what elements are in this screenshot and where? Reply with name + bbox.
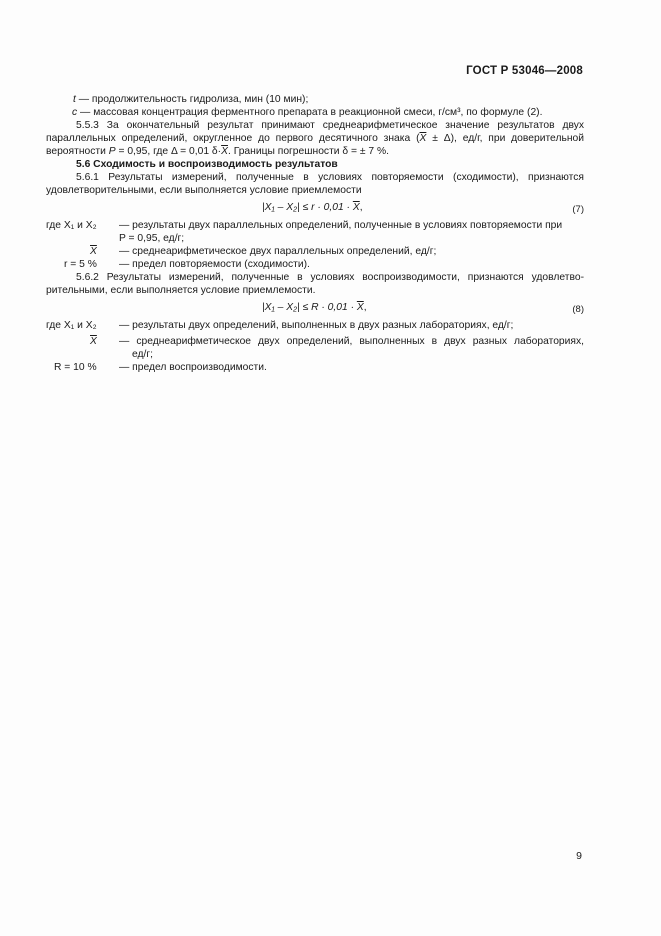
definition-x1-x2 — [46, 219, 584, 232]
p-symbol: P — [108, 146, 116, 157]
desc-R: — предел воспроизводимости. — [119, 362, 267, 373]
definition-c — [46, 106, 584, 119]
formula-8-mean: $\overline{X}$ — [356, 302, 364, 313]
formula-8-lhs: |X₁ – X₂| ≤ R · 0,01 · — [262, 302, 357, 313]
definition-r — [46, 258, 584, 271]
paragraph-5-6-1-line1: 5.6.1 Результаты измерений, полученные в условиях повторяемости (сходимости), признаются — [76, 172, 584, 183]
formula-7-expression — [262, 201, 363, 214]
definition-mean — [46, 245, 584, 258]
paragraph-5-5-3-line1: 5.5.3 За окончательный результат принимают среднеарифметическое значение результатов двух — [76, 120, 584, 131]
term-mean: $\overline{X}$ — [90, 246, 97, 257]
formula-8-number: (8) — [572, 304, 584, 315]
paragraph-5-6-2-line1: 5.6.2 Результаты измерений, полученные в условиях воспроизводимости, признаются удовлетво- — [76, 272, 584, 283]
definition-mean-b — [46, 335, 584, 348]
formula-7 — [46, 200, 584, 216]
definition-x1-x2-cont — [46, 232, 584, 245]
desc-x1-x2: — результаты двух параллельных определений, полученные в условиях повторяемости при — [119, 220, 563, 231]
p553-c3: . Границы погрешности δ = ± 7 %. — [227, 146, 389, 157]
definition-R — [46, 361, 584, 374]
desc-x1-x2-cont: P = 0,95, ед/г; — [119, 233, 185, 244]
term-x1-x2-b: где X₁ и X₂ — [46, 320, 97, 331]
desc-mean-b: — среднеарифметическое двух определений, выполненных в двух разных лабораториях, — [119, 336, 584, 347]
variable-t: t — [73, 94, 76, 105]
term-R: R = 10 % — [54, 362, 97, 373]
p553-b2: ± Δ), ед/г, при доверительной — [426, 133, 584, 144]
definition-t — [46, 93, 584, 106]
paragraph-5-6-2-line2: рительными, если выполняется условие приемлемости. — [46, 285, 316, 296]
mean-x-symbol-2: $\overline{X}$ — [221, 146, 228, 157]
paragraph-5-5-3-line2 — [46, 132, 584, 145]
mean-x-symbol: $\overline{X}$ — [419, 133, 427, 144]
term-x1-x2: где X₁ и X₂ — [46, 220, 97, 231]
p553-c1: вероятности — [46, 146, 109, 157]
desc-mean-b-cont: ед/г; — [132, 349, 153, 360]
term-r: r = 5 % — [64, 259, 97, 270]
document-header: ГОСТ Р 53046—2008 — [466, 65, 583, 77]
formula-7-tail: , — [359, 202, 363, 213]
formula-8-expression — [262, 301, 367, 314]
definition-x1-x2-b — [46, 319, 584, 332]
formula-8-tail: , — [363, 302, 367, 313]
paragraph-5-6-1-line2: удовлетворительными, если выполняется условие приемлемости — [46, 185, 362, 196]
formula-7-lhs: |X₁ – X₂| ≤ r · 0,01 · — [262, 202, 353, 213]
document-body — [46, 93, 584, 374]
p553-b1: параллельных определений, округленное до первого десятичного знака ( — [46, 133, 420, 144]
formula-7-number: (7) — [572, 204, 584, 215]
definition-mean-b-cont — [46, 348, 584, 361]
paragraph-5-5-3-line3 — [46, 145, 584, 158]
term-mean-b: $\overline{X}$ — [90, 336, 97, 347]
formula-7-mean: $\overline{X}$ — [352, 202, 360, 213]
p553-c2: = 0,95, где Δ = 0,01 δ· — [115, 146, 222, 157]
definition-c-text: — массовая концентрация ферментного препарата в реакционной смеси, г/см³, по формуле (2). — [80, 107, 543, 118]
desc-mean: — среднеарифметическое двух параллельных определений, ед/г; — [119, 246, 437, 257]
definition-t-text: — продолжительность гидролиза, мин (10 мин); — [78, 94, 309, 105]
variable-c: c — [72, 107, 78, 118]
formula-8 — [46, 300, 584, 316]
desc-r: — предел повторяемости (сходимости). — [119, 259, 310, 270]
desc-x1-x2-b: — результаты двух определений, выполненных в двух разных лабораториях, ед/г; — [119, 320, 514, 331]
section-heading-5-6: 5.6 Сходимость и воспроизводимость результатов — [76, 159, 338, 170]
page-number: 9 — [576, 850, 582, 862]
